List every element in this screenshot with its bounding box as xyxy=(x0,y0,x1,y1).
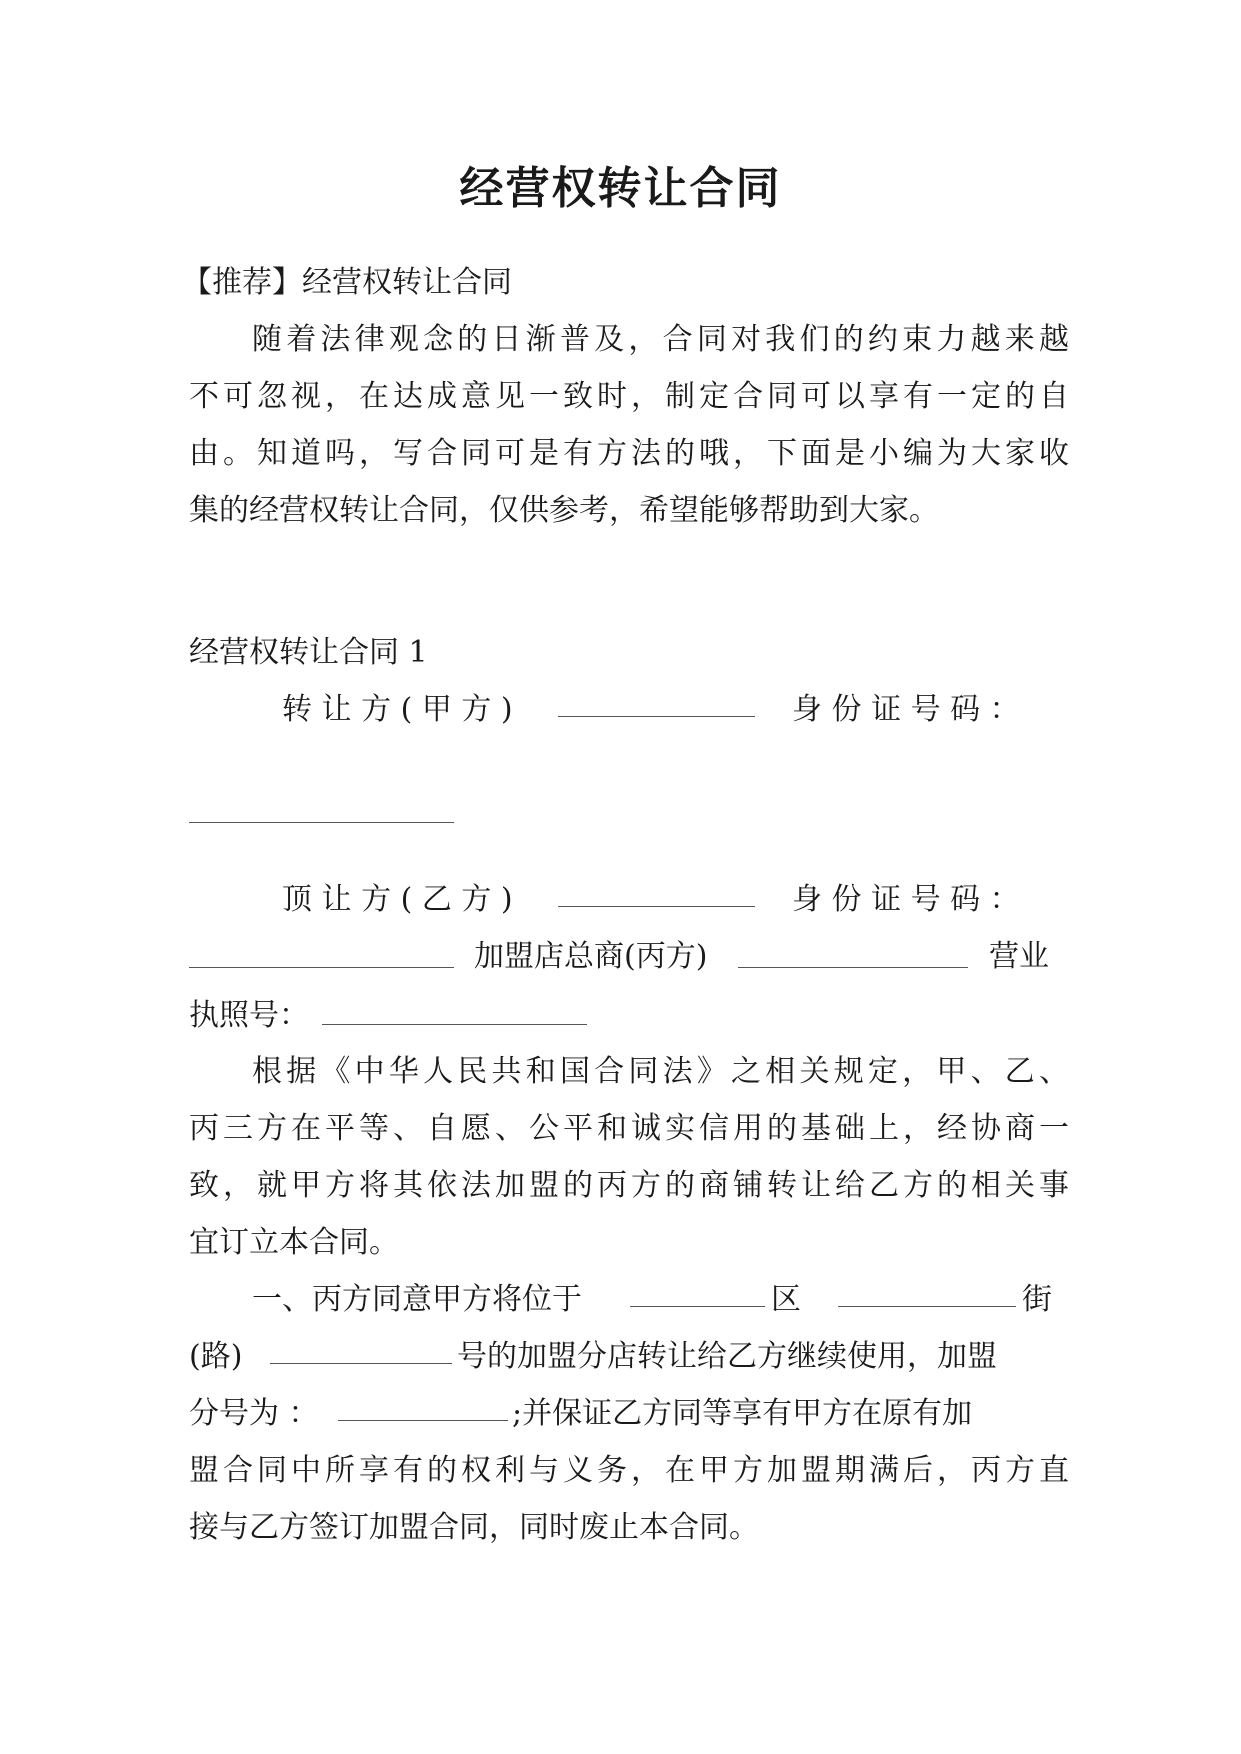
party-b-label: 顶 让 方 ( 乙 方 ) xyxy=(282,882,513,917)
clause-1-line-4: 盟合同中所享有的权利与义务，在甲方加盟期满后，丙方直 xyxy=(189,1453,1069,1488)
party-b-name-blank[interactable] xyxy=(558,876,755,907)
district-blank[interactable] xyxy=(630,1276,765,1307)
party-a-name-blank[interactable] xyxy=(558,686,755,717)
party-a-id-label: 身 份 证 号 码 ： xyxy=(792,692,1020,727)
party-b-id-label: 身 份 证 号 码 ： xyxy=(792,882,1020,917)
intro-line-4: 集的经营权转让合同，仅供参考，希望能够帮助到大家。 xyxy=(189,493,939,528)
clause-1-line-3: ;并保证乙方同等享有甲方在原有加 xyxy=(512,1396,973,1431)
clause-1-line-5: 接与乙方签订加盟合同，同时废止本合同。 xyxy=(189,1510,759,1545)
branch-number-label: 分号为 ： xyxy=(189,1396,319,1431)
party-a-label: 转 让 方 ( 甲 方 ) xyxy=(282,692,513,727)
basis-line-4: 宜订立本合同。 xyxy=(189,1225,399,1260)
contract-heading: 经营权转让合同 1 xyxy=(189,635,428,670)
intro-line-1: 随着法律观念的日渐普及，合同对我们的约束力越来越 xyxy=(252,322,1069,357)
district-label: 区 xyxy=(771,1282,801,1317)
clause-1-line-2: 号的加盟分店转让给乙方继续使用，加盟 xyxy=(457,1339,997,1374)
document-title: 经营权转让合同 xyxy=(459,163,782,214)
license-label: 执照号： xyxy=(189,998,309,1033)
branch-number-blank[interactable] xyxy=(338,1390,508,1421)
road-label: (路) xyxy=(189,1339,243,1374)
party-c-label: 加盟店总商(丙方) xyxy=(474,939,708,974)
basis-line-2: 丙三方在平等、自愿、公平和诚实信用的基础上，经协商一 xyxy=(189,1111,1069,1146)
intro-line-2: 不可忽视，在达成意见一致时，制定合同可以享有一定的自 xyxy=(189,379,1069,414)
basis-line-3: 致，就甲方将其依法加盟的丙方的商铺转让给乙方的相关事 xyxy=(189,1168,1069,1203)
license-number-blank[interactable] xyxy=(322,994,587,1025)
business-label: 营业 xyxy=(989,939,1049,974)
street-blank[interactable] xyxy=(838,1276,1016,1307)
street-label: 街 xyxy=(1022,1282,1052,1317)
party-c-name-blank[interactable] xyxy=(738,937,968,968)
recommend-heading: 【推荐】经营权转让合同 xyxy=(182,265,512,300)
party-b-id-blank[interactable] xyxy=(189,937,454,968)
party-a-id-blank[interactable] xyxy=(189,822,454,823)
intro-line-3: 由。知道吗，写合同可是有方法的哦，下面是小编为大家收 xyxy=(189,436,1069,471)
road-number-blank[interactable] xyxy=(270,1333,452,1364)
clause-1-start: 一、丙方同意甲方将位于 xyxy=(252,1282,582,1317)
basis-line-1: 根据《中华人民共和国合同法》之相关规定，甲、乙、 xyxy=(252,1054,1069,1089)
